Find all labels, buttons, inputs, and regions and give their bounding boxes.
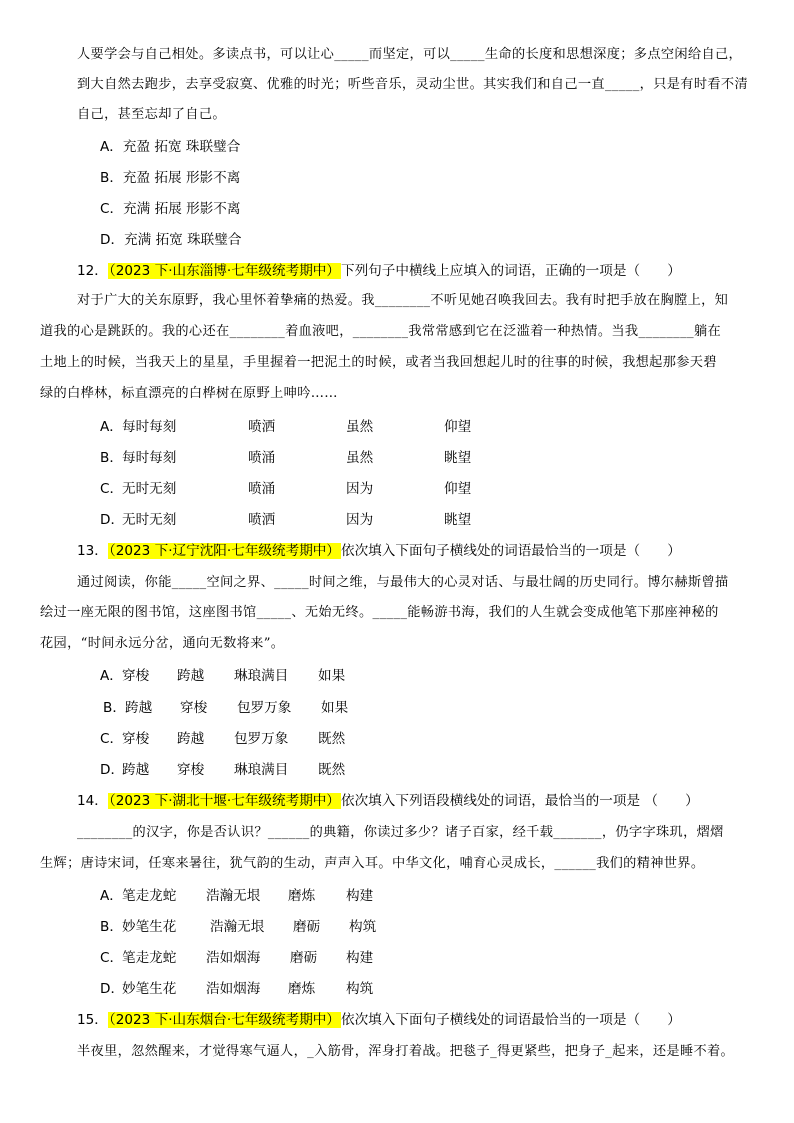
option-label: B． [100,170,123,186]
option-label: A． [100,419,123,435]
option-item: 磨砺 [290,950,318,966]
option-item: 喷洒 [248,419,276,435]
option-label: A． [100,888,123,904]
option-item: 穿梭 [122,731,150,747]
q11-passage-line-1: 人要学会与自己相处。多读点书，可以让心_____而坚定，可以_____生命的长度和思想深度；多点空闲给自己， [77,47,743,62]
option-item: 每时每刻 [122,450,177,466]
option-label: C． [100,201,124,217]
q11-passage-line-3: 自己，甚至忘却了自己。 [77,107,226,122]
option-item: 构建 [346,950,374,966]
option-item: 如果 [321,700,349,716]
option-item: 仰望 [444,481,472,497]
q11-option-b[interactable] [100,168,240,188]
option-item: 既然 [318,731,346,747]
option-item: 喷涌 [248,450,276,466]
option-item: 眺望 [444,450,472,466]
option-item: 无时无刻 [122,512,177,528]
option-item: 跨越 [122,762,150,778]
option-label: C． [100,950,124,966]
option-text: 充满 拓展 形影不离 [123,201,241,217]
option-item: 磨炼 [288,981,316,997]
question-number: 15． [77,1012,108,1028]
option-text: 充盈 拓展 形影不离 [122,170,241,186]
option-item: 笔走龙蛇 [122,950,177,966]
option-item: 喷洒 [248,512,276,528]
option-item: 琳琅满目 [234,762,289,778]
q11-passage-line-2: 到大自然去跑步，去享受寂寞、优雅的时光；听些音乐，灵动尘世。其实我们和自己一直_____，只是有时看不清 [77,77,748,92]
option-label: B． [103,700,126,716]
option-item: 跨越 [177,731,205,747]
option-item: 浩瀚无垠 [210,919,265,935]
question-stem: 依次填入下面句子横线处的词语最恰当的一项是（ ） [340,1012,681,1028]
source-tag: （2023 下·山东淄博·七年级统考期中） [108,263,340,279]
question-number: 14． [77,793,108,809]
option-item: 笔走龙蛇 [122,888,177,904]
q12-passage-line-3: 土地上的时候，当我天上的星星，手里握着一把泥土的时候，或者当我回想起儿时的往事的时候，我想起那参天碧 [40,355,717,370]
option-item: 构建 [346,888,374,904]
option-item: 浩如烟海 [206,981,261,997]
option-item: 构筑 [349,919,377,935]
option-item: 虽然 [346,419,374,435]
q11-option-c[interactable] [100,199,241,219]
source-tag: （2023 下·山东烟台·七年级统考期中） [108,1012,340,1028]
q13-passage-line-3: 花园，“时间永远分岔，通向无数将来”。 [40,636,285,651]
question-stem: 下列句子中横线上应填入的词语，正确的一项是（ ） [340,263,681,279]
option-item: 穿梭 [177,762,205,778]
option-label: D． [100,512,125,528]
q13-passage-line-1: 通过阅读，你能_____空间之界、_____时间之维，与最伟大的心灵对话、与最壮阔的历史同行。博尔赫斯曾描 [77,575,729,590]
option-text: 充满 拓宽 珠联璧合 [124,232,242,248]
q11-option-a[interactable] [100,137,240,157]
q15-question-header [77,1010,681,1030]
q14-question-header [77,791,699,811]
q12-passage-line-4: 绿的白桦林，标直漂亮的白桦树在原野上呻吟…… [40,386,338,401]
option-item: 妙笔生花 [122,981,177,997]
option-item: 穿梭 [180,700,208,716]
option-label: D． [100,232,125,248]
q12-passage-line-1: 对于广大的关东原野，我心里怀着挚痛的热爱。我________不听见她召唤我回去。我有时把手放在胸膛上，知 [77,293,729,308]
option-item: 既然 [318,762,346,778]
source-tag: （2023 下·湖北十堰·七年级统考期中） [108,793,340,809]
option-item: 妙笔生花 [122,919,177,935]
q14-passage-line-2: 生辉；唐诗宋词，任寒来暑往，犹气韵的生动，声声入耳。中华文化，哺育心灵成长，______我们的精神世界。 [40,856,705,871]
question-number: 13． [77,543,108,559]
option-label: A． [100,668,123,684]
question-stem: 依次填入下列语段横线处的词语，最恰当的一项是 （ ） [340,793,699,809]
option-label: D． [100,762,125,778]
option-label: B． [100,919,123,935]
question-number: 12． [77,263,108,279]
option-item: 琳琅满目 [234,668,289,684]
q14-passage-line-1: ________的汉字，你是否认识？______的典籍，你读过多少？诸子百家，经千载_______，仍字字珠玑，熠熠 [77,825,724,840]
option-label: A． [100,139,123,155]
option-item: 磨炼 [288,888,316,904]
option-item: 因为 [346,512,374,528]
q13-passage-line-2: 绘过一座无限的图书馆，这座图书馆_____、无始无终。_____能畅游书海，我们的人生就会变成他笔下那座神秘的 [40,605,719,620]
option-label: B． [100,450,123,466]
option-item: 浩瀚无垠 [206,888,261,904]
option-item: 包罗万象 [234,731,289,747]
option-item: 虽然 [346,450,374,466]
option-item: 每时每刻 [122,419,177,435]
question-stem: 依次填入下面句子横线处的词语最恰当的一项是（ ） [340,543,681,559]
option-text: 充盈 拓宽 珠联璧合 [122,139,241,155]
option-label: D． [100,981,125,997]
source-tag: （2023 下·辽宁沈阳·七年级统考期中） [108,543,340,559]
option-item: 仰望 [444,419,472,435]
option-label: C． [100,731,124,747]
option-item: 包罗万象 [237,700,292,716]
option-item: 眺望 [444,512,472,528]
option-item: 喷涌 [248,481,276,497]
option-item: 无时无刻 [122,481,177,497]
option-item: 浩如烟海 [206,950,261,966]
option-item: 穿梭 [122,668,150,684]
q11-option-d[interactable] [100,230,241,250]
option-item: 跨越 [177,668,205,684]
option-label: C． [100,481,124,497]
q12-passage-line-2: 道我的心是跳跃的。我的心还在________着血液吧，________我常常感到它在泛滥着一种热情。当我________躺在 [40,324,722,339]
q15-passage-line-1: 半夜里，忽然醒来，才觉得寒气逼人，_入筋骨，浑身打着战。把毯子_得更紧些，把身子_起来，还是睡不着。 [77,1044,735,1059]
option-item: 如果 [318,668,346,684]
q13-question-header [77,541,681,561]
option-item: 因为 [346,481,374,497]
option-item: 跨越 [125,700,153,716]
q12-question-header [77,261,681,281]
option-item: 磨砺 [293,919,321,935]
option-item: 构筑 [346,981,374,997]
